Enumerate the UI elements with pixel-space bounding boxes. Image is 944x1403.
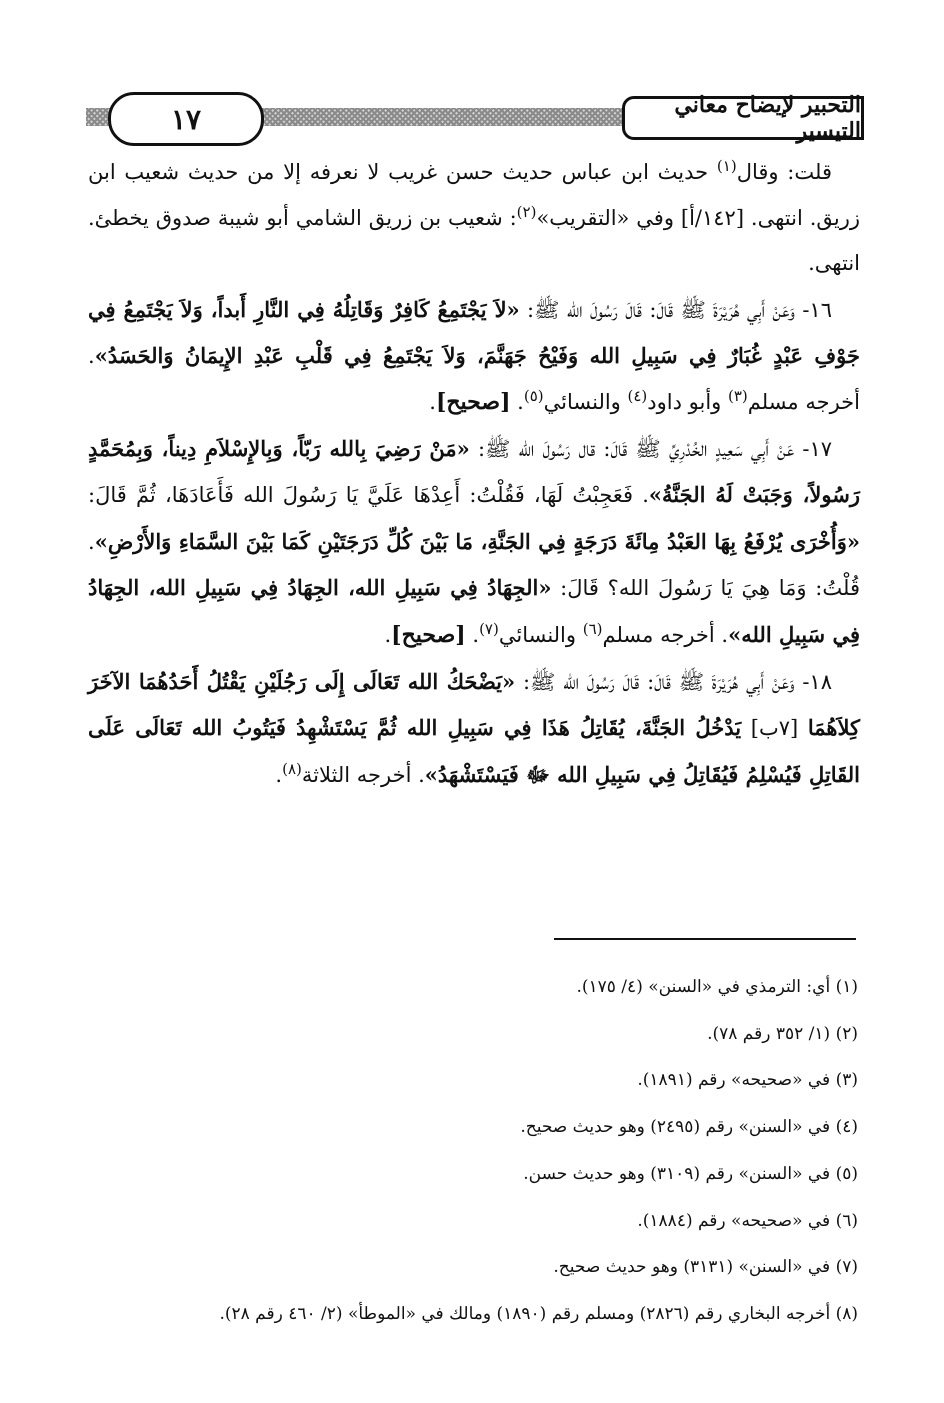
hadith-grade: [صحيح] <box>391 621 466 648</box>
hadith-text: «يَضْحَكُ الله تَعَالَى إِلَى رَجُلَيْنِ يَقْتُلُ أَحَدُهُمَا الآخَرَ كِلاَهُمَا <box>88 668 861 741</box>
takhrij-text: . أخرجه مسلم <box>88 344 860 414</box>
hadith-18 <box>88 659 860 799</box>
footnote-ref-1[interactable]: (١) <box>716 157 737 175</box>
commentary-text: : شعيب بن زريق الشامي أبو شيبة صدوق يخطئ. انتهى. <box>88 205 860 276</box>
commentary-text: حديث ابن عباس حديث حسن غريب لا نعرفه إلا من حديث شعيب ابن زريق. انتهى. [١٤٢/أ] وفي «التقريب» <box>88 160 861 230</box>
footnote-ref-7[interactable]: (٧) <box>479 619 499 638</box>
takhrij-text: . أخرجه الثلاثة <box>301 762 425 787</box>
takhrij-text: والنسائي <box>543 389 628 414</box>
commentary-paragraph <box>88 150 860 287</box>
narration-text: . قُلْتُ: وَمَا هِيَ يَا رَسُولَ الله؟ قَالَ: <box>88 529 860 601</box>
takhrij-text: . أخرجه مسلم <box>602 622 729 647</box>
footnote-ref-6[interactable]: (٦) <box>582 619 603 638</box>
footnotes <box>88 964 860 1338</box>
footnote-4: (٤) في «السنن» رقم (٢٤٩٥) وهو حديث صحيح. <box>520 1117 858 1138</box>
page-number: ١٧ <box>108 92 264 146</box>
commentary-text: قلت: وقال <box>736 160 832 184</box>
footnote-ref-5[interactable]: (٥) <box>523 386 544 405</box>
hadith-number: ١٦- <box>794 297 832 322</box>
hadith-number: ١٨- <box>794 669 832 694</box>
hadith-text: «وَأُخْرَى يُرْفَعُ بِهَا العَبْدُ مِائَةَ دَرَجَةٍ فِي الجَنَّةِ، مَا بَيْنَ كُلِّ دَرَجَتَيْنِ كَمَا بَيْنَ السَّمَاءِ وَالأَرْضِ» <box>94 528 860 554</box>
footnote-1: (١) أي: الترمذي في «السنن» (٤/ ١٧٥). <box>576 977 858 997</box>
sentence-end: . <box>429 389 436 414</box>
takhrij-text: والنسائي <box>498 622 583 647</box>
footnote-separator <box>554 938 856 940</box>
hadith-text: «مَنْ رَضِيَ بِالله رَبّاً، وَبِالإِسْلاَمِ دِيناً، وَبِمُحَمَّدٍ رَسُولاً، وَجَبَتْ لَهُ الجَنَّةُ» <box>88 435 860 508</box>
hadith-16 <box>88 287 860 426</box>
footnote-ref-3[interactable]: (٣) <box>727 386 748 405</box>
footnote-ref-8[interactable]: (٨) <box>282 759 302 778</box>
hadith-text: «الجِهَادُ فِي سَبِيلِ الله، الجِهَادُ فِي سَبِيلِ الله، الجِهَادُ فِي سَبِيلِ الله» <box>88 575 860 647</box>
footnote-5: (٥) في «السنن» رقم (٣١٠٩) وهو حديث حسن. <box>523 1163 858 1184</box>
main-text <box>88 150 860 798</box>
hadith-17 <box>88 426 860 659</box>
folio-marker: [٧ب] <box>741 716 808 741</box>
hadith-text: يَدْخُلُ الجَنَّةَ، يُقَاتِلُ هَذَا فِي سَبِيلِ الله ثُمَّ يَسْتَشْهِدُ فَيَتُوبُ الله تَعَالَى عَلَى القَاتِلِ فَيُسْلِمُ فَيُقَاتِلُ فِي سَبِيلِ الله ﷻ فَيَسْتَشْهَدُ» <box>88 715 860 787</box>
takhrij-text: . <box>510 389 524 414</box>
narration-text: . فَعَجِبْتُ لَهَا، فَقُلْتُ: أَعِدْهَا عَلَيَّ يَا رَسُولَ الله فَأَعَادَهَا، ثُمَّ قَالَ: <box>88 483 649 508</box>
sentence-end: . <box>384 622 392 647</box>
book-title: التحبير لإيضاح معاني التيسير <box>622 96 864 140</box>
page-header <box>86 92 864 150</box>
hadith-number: ١٧- <box>794 436 832 461</box>
takhrij-text: وأبو داود <box>647 389 728 414</box>
footnote-6: (٦) في «صحيحه» رقم (١٨٨٤). <box>637 1210 858 1231</box>
hadith-chain: وَعَنْ أَبِي هُرَيْرَةَ ﷺ قَالَ: قَالَ رَسُولَ الله ﷺ: <box>515 669 795 694</box>
footnote-ref-4[interactable]: (٤) <box>627 386 648 405</box>
sentence-end: . <box>275 762 283 787</box>
footnote-ref-2[interactable]: (٢) <box>516 202 537 221</box>
footnote-7: (٧) في «السنن» (٣١٣١) وهو حديث صحيح. <box>553 1257 858 1278</box>
takhrij-text: . <box>465 622 480 647</box>
hadith-text: «لاَ يَجْتَمِعُ كَافِرٌ وَقَاتِلُهُ فِي النَّارِ أَبداً، وَلاَ يَجْتَمِعُ فِي جَوْفِ عَبْدٍ غُبَارٌ فِي سَبِيلِ الله وَفَيْحُ جَهَنَّمَ، وَلاَ يَجْتَمِعُ فِي قَلْبِ عَبْدِ الإِيمَانُ وَالحَسَدُ» <box>88 296 860 369</box>
footnote-2: (٢) (١/ ٣٥٢ رقم ٧٨). <box>707 1023 858 1044</box>
hadith-chain: وَعَنْ أَبِي هُرَيْرَةَ ﷺ قَالَ: قَالَ رَسُولَ الله ﷺ: <box>519 297 795 322</box>
footnote-3: (٣) في «صحيحه» رقم (١٨٩١). <box>637 1070 858 1091</box>
hadith-grade: [صحيح] <box>435 388 511 415</box>
hadith-chain: عَنْ أَبِي سَعِيدٍ الخُدْرِيِّ ﷺ قَالَ: قال رَسُولَ الله ﷺ: <box>469 436 795 461</box>
footnote-8: (٨) أخرجه البخاري رقم (٢٨٢٦) ومسلم رقم (١٨٩٠) ومالك في «الموطأ» (٢/ ٤٦٠ رقم ٢٨). <box>219 1303 858 1324</box>
